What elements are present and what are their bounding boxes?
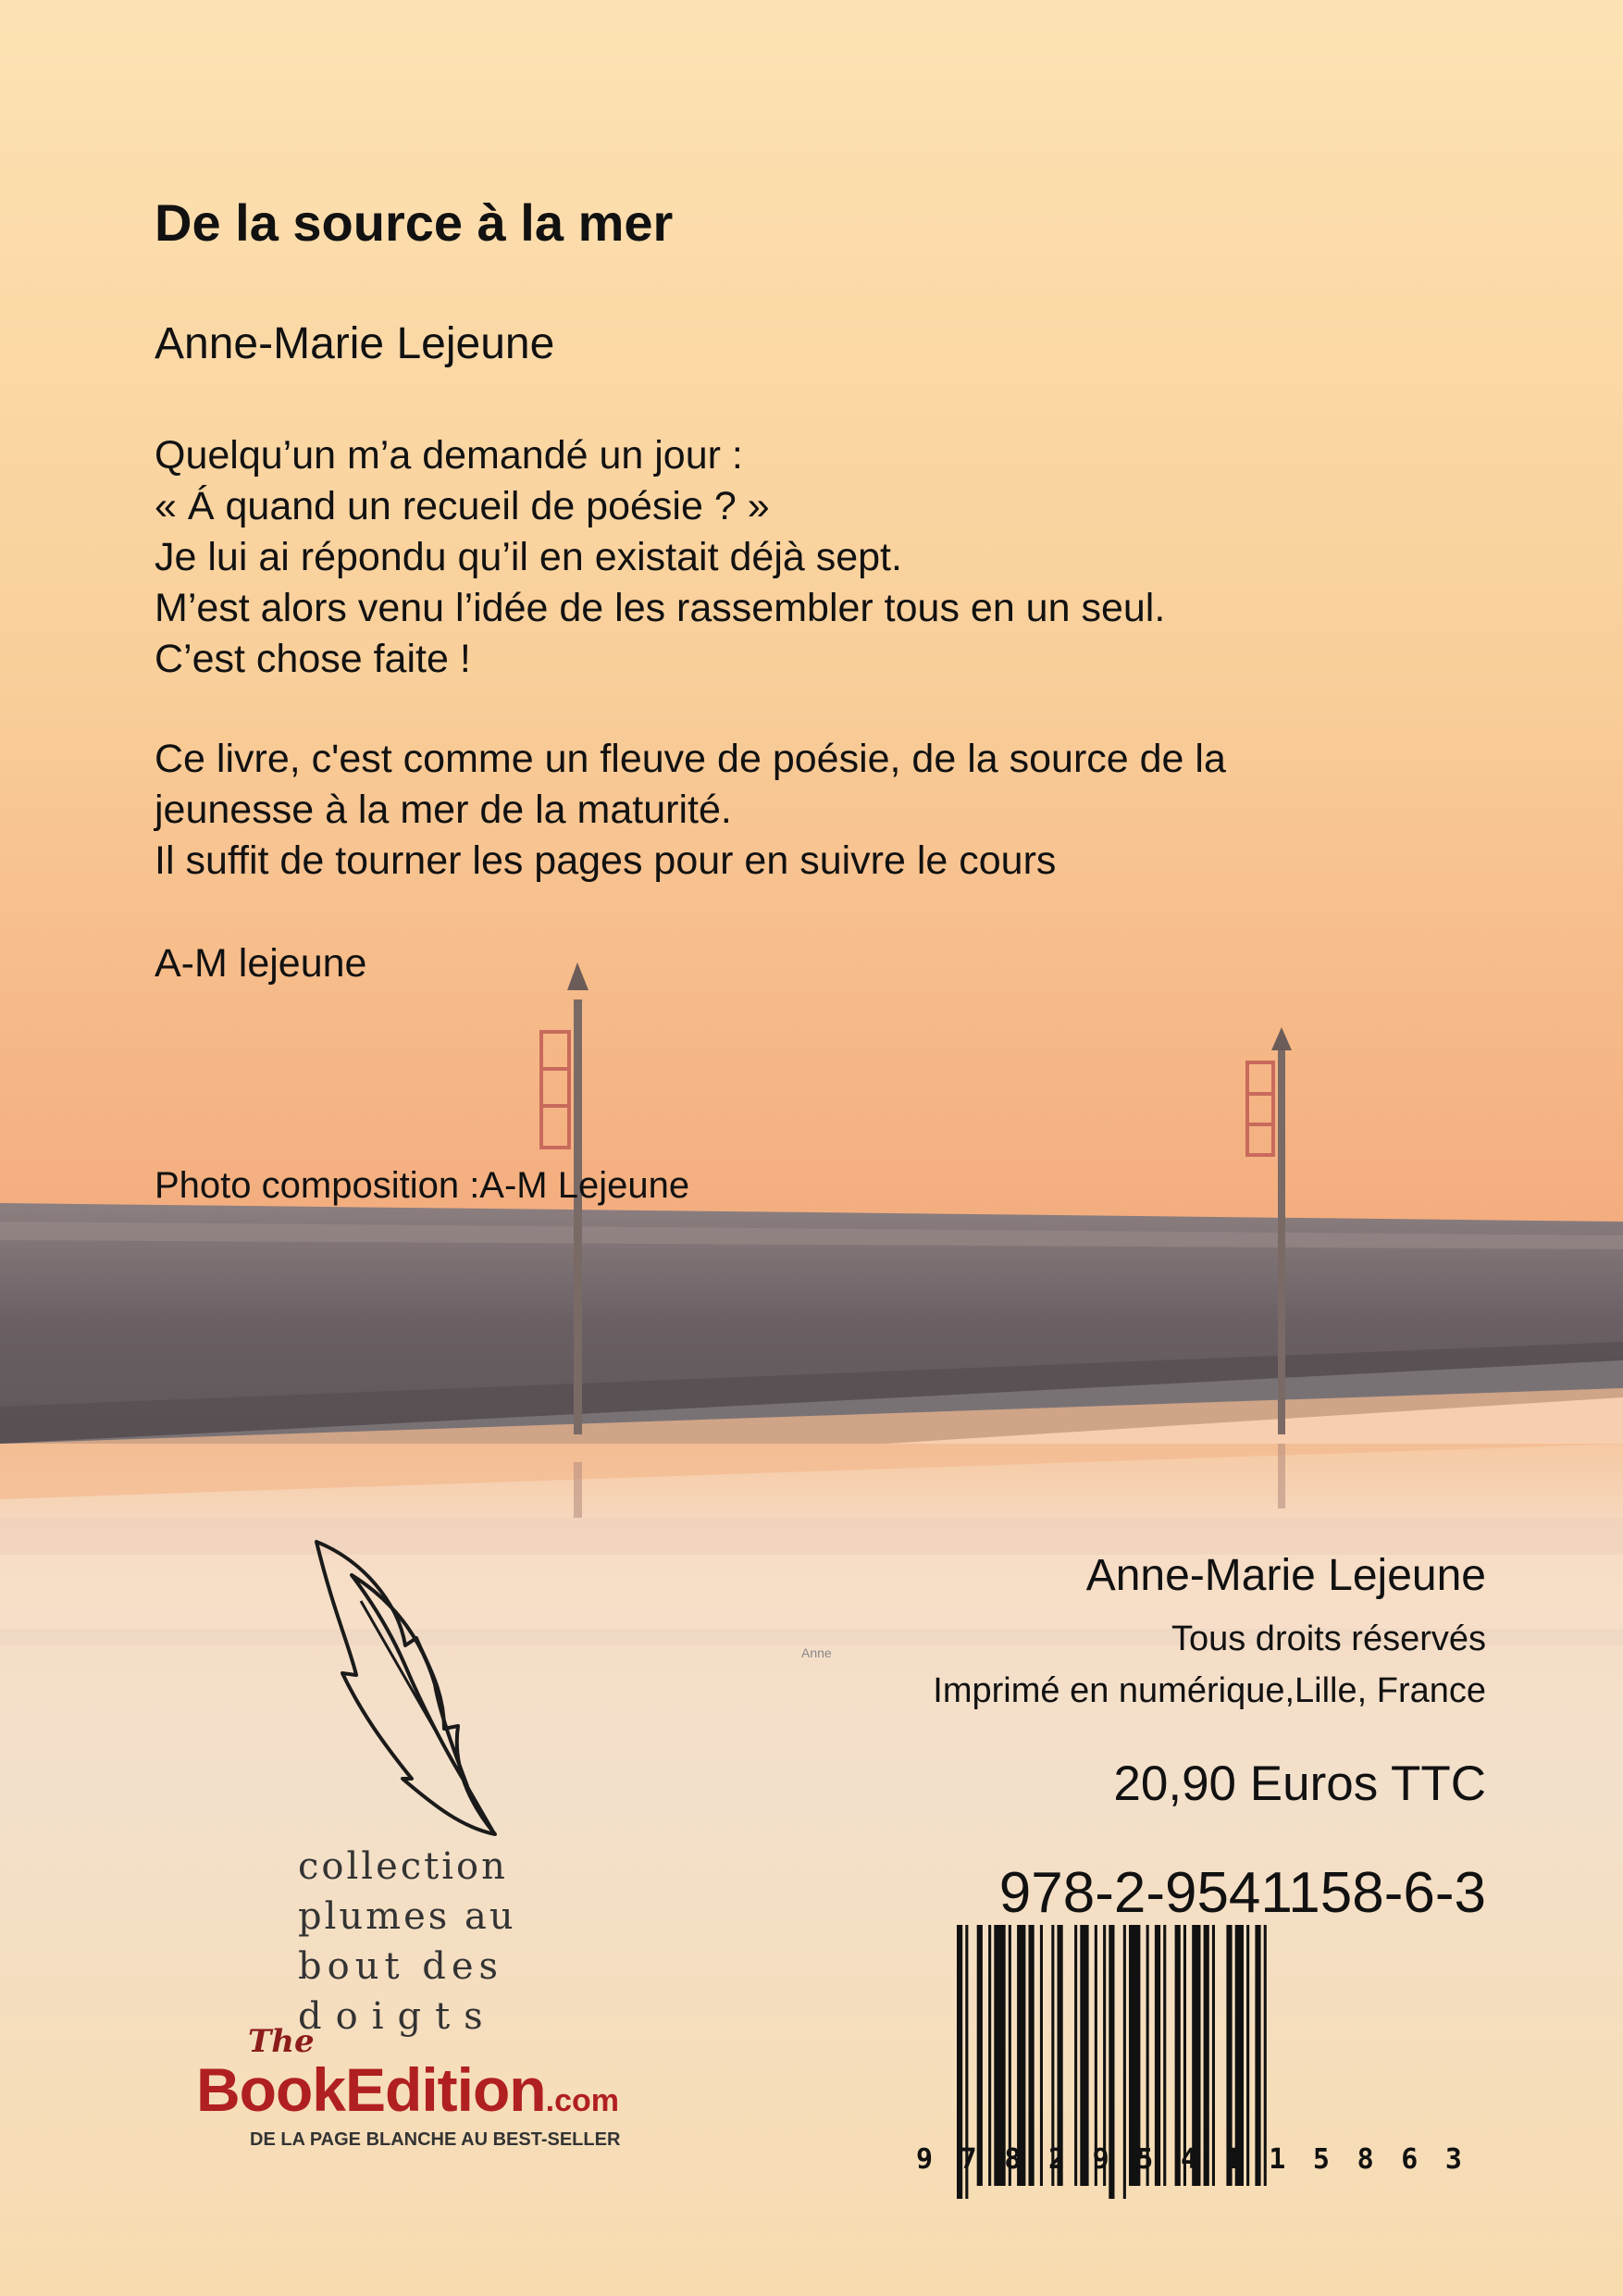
barcode-digit: 2	[1047, 2143, 1066, 2176]
barcode-digit: 1	[1224, 2143, 1242, 2176]
barcode-digit: 8	[1004, 2143, 1022, 2176]
collection-line: doigts	[298, 1995, 497, 2038]
book-title: De la source à la mer	[155, 193, 674, 252]
barcode-digit: 9	[1092, 2143, 1109, 2176]
barcode-digit: 9	[916, 2143, 934, 2176]
barcode-digit: 4	[1180, 2143, 1197, 2176]
blurb-line: M’est alors venu l’idée de les rassembler tous en un seul.	[155, 586, 1166, 630]
price: 20,90 Euros TTC	[1113, 1756, 1486, 1811]
publisher-the: The	[248, 2023, 315, 2060]
blurb-line: Je lui ai répondu qu’il en existait déjà sept.	[155, 535, 902, 579]
colophon-author: Anne-Marie Lejeune	[1085, 1551, 1486, 1600]
barcode-digit: 6	[1401, 2143, 1419, 2176]
barcode-digit: 5	[1136, 2143, 1154, 2176]
publisher-tagline: DE LA PAGE BLANCHE AU BEST-SELLER	[250, 2129, 621, 2150]
blurb-signature: A-M lejeune	[155, 941, 367, 986]
printing-info: Imprimé en numérique,Lille, France	[933, 1671, 1486, 1710]
blurb-line: Ce livre, c'est comme un fleuve de poésie, de la source de la	[155, 737, 1226, 781]
collection-line: collection	[298, 1845, 508, 1888]
book-author: Anne-Marie Lejeune	[155, 319, 555, 368]
photo-credit: Photo composition :A-M Lejeune	[155, 1165, 690, 1206]
rights-notice: Tous droits réservés	[1171, 1620, 1486, 1658]
blurb-line: Quelqu’un m’a demandé un jour :	[155, 433, 743, 478]
blurb-line: Il suffit de tourner les pages pour en suivre le cours	[155, 838, 1057, 883]
small-label: Anne	[801, 1645, 832, 1660]
publisher-domain: .com	[545, 2083, 619, 2118]
feather-icon	[305, 1536, 518, 1842]
blurb-paragraph-2	[155, 734, 1468, 887]
barcode-digit: 7	[960, 2143, 977, 2176]
barcode-digit: 8	[1357, 2143, 1374, 2176]
barcode-digit: 3	[1444, 2143, 1462, 2176]
collection-name	[298, 1842, 516, 2042]
barcode-digits	[916, 2143, 1462, 2176]
barcode-digit: 1	[1269, 2143, 1286, 2176]
barcode-digit: 5	[1312, 2143, 1330, 2176]
isbn: 978-2-9541158-6-3	[998, 1861, 1486, 1925]
blurb-paragraph-1	[155, 430, 1468, 685]
collection-line: bout des	[298, 1945, 504, 1988]
publisher-name: BookEdition	[196, 2055, 546, 2124]
blurb-line: « Á quand un recueil de poésie ? »	[155, 484, 770, 528]
blurb-line: jeunesse à la mer de la maturité.	[155, 788, 732, 832]
collection-line: plumes au	[298, 1895, 516, 1938]
blurb-line: C’est chose faite !	[155, 637, 471, 681]
